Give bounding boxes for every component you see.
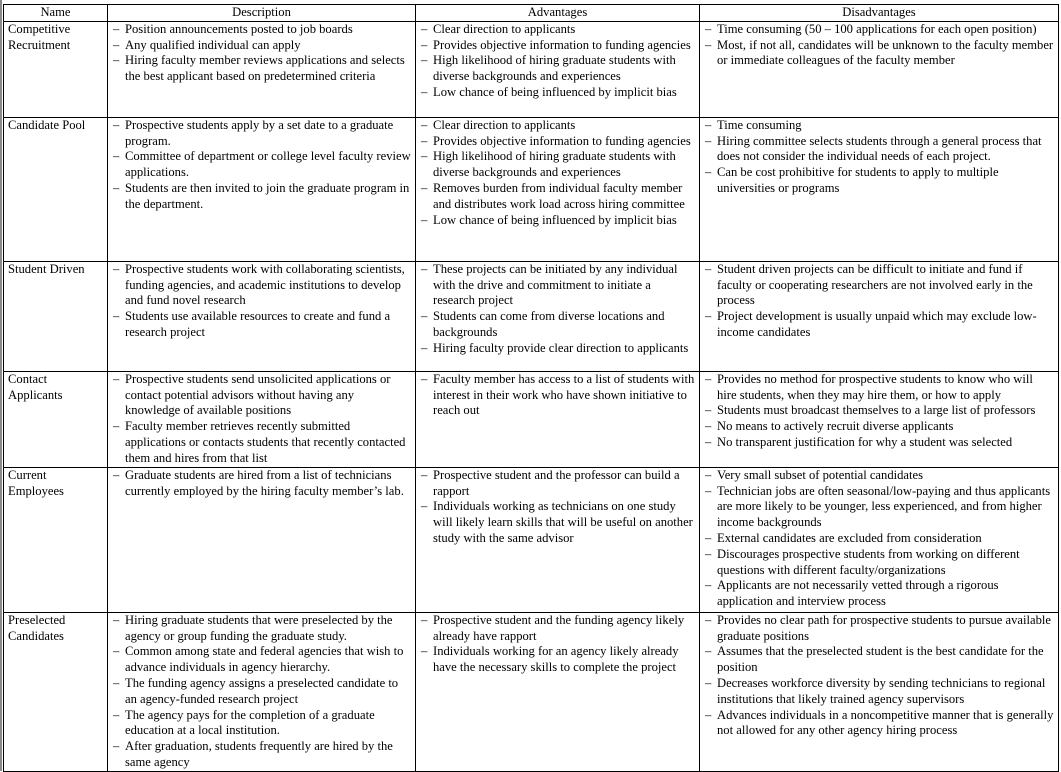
list-item: – Faculty member retrieves recently submitted applications or contacts students that recently contacted them and hires from that list (112, 419, 411, 466)
cell-advantages (416, 612, 700, 771)
list-item: – After graduation, students frequently are hired by the same agency (112, 739, 411, 771)
list-item: – Students can come from diverse locations and backgrounds (420, 309, 695, 341)
table-row (4, 117, 1059, 261)
row-name: Contact Applicants (4, 371, 108, 467)
list-item: – Low chance of being influenced by implicit bias (420, 213, 695, 229)
list-item: – Project development is usually unpaid which may exclude low-income candidates (704, 309, 1054, 341)
list-item: – The agency pays for the completion of a graduate education at a local institution. (112, 708, 411, 740)
list-item: – Position announcements posted to job boards (112, 22, 411, 38)
list-item: – Individuals working as technicians on one study will likely learn skills that will be useful on another study with the same advisor (420, 499, 695, 546)
window-edge (0, 0, 2, 771)
disadvantages-list (704, 468, 1054, 610)
list-item: – Provides no clear path for prospective students to pursue available graduate positions (704, 613, 1054, 645)
cell-advantages (416, 371, 700, 467)
advantages-list (420, 613, 695, 676)
list-item: – No means to actively recruit diverse applicants (704, 419, 1054, 435)
cell-disadvantages (700, 371, 1059, 467)
row-name: Competitive Recruitment (4, 21, 108, 117)
list-item: – Graduate students are hired from a list of technicians currently employed by the hiring faculty member’s lab. (112, 468, 411, 500)
list-item: – Hiring faculty member reviews applications and selects the best applicant based on predetermined criteria (112, 53, 411, 85)
disadvantages-list (704, 118, 1054, 197)
row-name: Candidate Pool (4, 117, 108, 261)
cell-disadvantages (700, 467, 1059, 612)
cell-advantages (416, 117, 700, 261)
list-item: – Removes burden from individual faculty member and distributes work load across hiring committee (420, 181, 695, 213)
hiring-methods-table (3, 4, 1059, 772)
list-item: – Prospective student and the professor can build a rapport (420, 468, 695, 500)
list-item: – Discourages prospective students from working on different questions with different faculty/organizations (704, 547, 1054, 579)
description-list (112, 468, 411, 500)
list-item: – Very small subset of potential candidates (704, 468, 1054, 484)
list-item: – Most, if not all, candidates will be unknown to the faculty member or immediate colleagues of the faculty member (704, 38, 1054, 70)
list-item: – Applicants are not necessarily vetted through a rigorous application and interview process (704, 578, 1054, 610)
cell-disadvantages (700, 117, 1059, 261)
advantages-list (420, 22, 695, 101)
list-item: – Student driven projects can be difficult to initiate and fund if faculty or cooperating researchers are not involved early in the process (704, 262, 1054, 309)
list-item: – Provides no method for prospective students to know who will hire students, when they may hire them, or how to apply (704, 372, 1054, 404)
list-item: – The funding agency assigns a preselected candidate to an agency-funded research project (112, 676, 411, 708)
list-item: – Can be cost prohibitive for students to apply to multiple universities or programs (704, 165, 1054, 197)
list-item: – Individuals working for an agency likely already have the necessary skills to complete the project (420, 644, 695, 676)
list-item: – Hiring graduate students that were preselected by the agency or group funding the graduate study. (112, 613, 411, 645)
list-item: – Prospective students send unsolicited applications or contact potential advisors without having any knowledge of available positions (112, 372, 411, 419)
cell-description (108, 21, 416, 117)
list-item: – These projects can be initiated by any individual with the drive and commitment to initiate a research project (420, 262, 695, 309)
advantages-list (420, 372, 695, 419)
description-list (112, 613, 411, 771)
description-list (112, 372, 411, 467)
description-list (112, 118, 411, 213)
list-item: – Students are then invited to join the graduate program in the department. (112, 181, 411, 213)
cell-disadvantages (700, 21, 1059, 117)
cell-description (108, 467, 416, 612)
header-disadvantages: Disadvantages (700, 5, 1059, 22)
list-item: – Prospective students work with collaborating scientists, funding agencies, and academic institutions to develop and fund novel research (112, 262, 411, 309)
list-item: – Provides objective information to funding agencies (420, 134, 695, 150)
list-item: – Prospective student and the funding agency likely already have rapport (420, 613, 695, 645)
disadvantages-list (704, 613, 1054, 739)
list-item: – Clear direction to applicants (420, 118, 695, 134)
list-item: – High likelihood of hiring graduate students with diverse backgrounds and experiences (420, 53, 695, 85)
advantages-list (420, 468, 695, 547)
table-row (4, 21, 1059, 117)
list-item: – Low chance of being influenced by implicit bias (420, 85, 695, 101)
cell-advantages (416, 21, 700, 117)
header-description: Description (108, 5, 416, 22)
list-item: – External candidates are excluded from consideration (704, 531, 1054, 547)
list-item: – Assumes that the preselected student is the best candidate for the position (704, 644, 1054, 676)
list-item: – Clear direction to applicants (420, 22, 695, 38)
list-item: – Prospective students apply by a set date to a graduate program. (112, 118, 411, 150)
disadvantages-list (704, 262, 1054, 341)
header-name: Name (4, 5, 108, 22)
header-row (4, 5, 1059, 22)
advantages-list (420, 262, 695, 357)
disadvantages-list (704, 372, 1054, 451)
list-item: – No transparent justification for why a student was selected (704, 435, 1054, 451)
list-item: – Any qualified individual can apply (112, 38, 411, 54)
disadvantages-list (704, 22, 1054, 69)
cell-disadvantages (700, 261, 1059, 371)
description-list (112, 262, 411, 341)
cell-disadvantages (700, 612, 1059, 771)
list-item: – Students use available resources to create and fund a research project (112, 309, 411, 341)
table-row (4, 261, 1059, 371)
cell-advantages (416, 467, 700, 612)
cell-description (108, 261, 416, 371)
cell-description (108, 117, 416, 261)
list-item: – Provides objective information to funding agencies (420, 38, 695, 54)
list-item: – Common among state and federal agencies that wish to advance individuals in agency hierarchy. (112, 644, 411, 676)
row-name: Preselected Candidates (4, 612, 108, 771)
table-row (4, 371, 1059, 467)
list-item: – Advances individuals in a noncompetitive manner that is generally not allowed for any other agency hiring process (704, 708, 1054, 740)
advantages-list (420, 118, 695, 229)
list-item: – Time consuming (704, 118, 1054, 134)
cell-description (108, 612, 416, 771)
list-item: – Decreases workforce diversity by sending technicians to regional institutions that likely trained agency supervisors (704, 676, 1054, 708)
description-list (112, 22, 411, 85)
list-item: – Technician jobs are often seasonal/low-paying and thus applicants are more likely to be younger, less experienced, and from higher income backgrounds (704, 484, 1054, 531)
list-item: – Hiring committee selects students through a general process that does not consider the individual needs of each project. (704, 134, 1054, 166)
header-advantages: Advantages (416, 5, 700, 22)
row-name: Current Employees (4, 467, 108, 612)
table-row (4, 612, 1059, 771)
list-item: – Students must broadcast themselves to a large list of professors (704, 403, 1054, 419)
cell-advantages (416, 261, 700, 371)
list-item: – High likelihood of hiring graduate students with diverse backgrounds and experiences (420, 149, 695, 181)
list-item: – Committee of department or college level faculty review applications. (112, 149, 411, 181)
list-item: – Time consuming (50 – 100 applications for each open position) (704, 22, 1054, 38)
list-item: – Faculty member has access to a list of students with interest in their work who have shown initiative to reach out (420, 372, 695, 419)
list-item: – Hiring faculty provide clear direction to applicants (420, 341, 695, 357)
cell-description (108, 371, 416, 467)
table-row (4, 467, 1059, 612)
row-name: Student Driven (4, 261, 108, 371)
